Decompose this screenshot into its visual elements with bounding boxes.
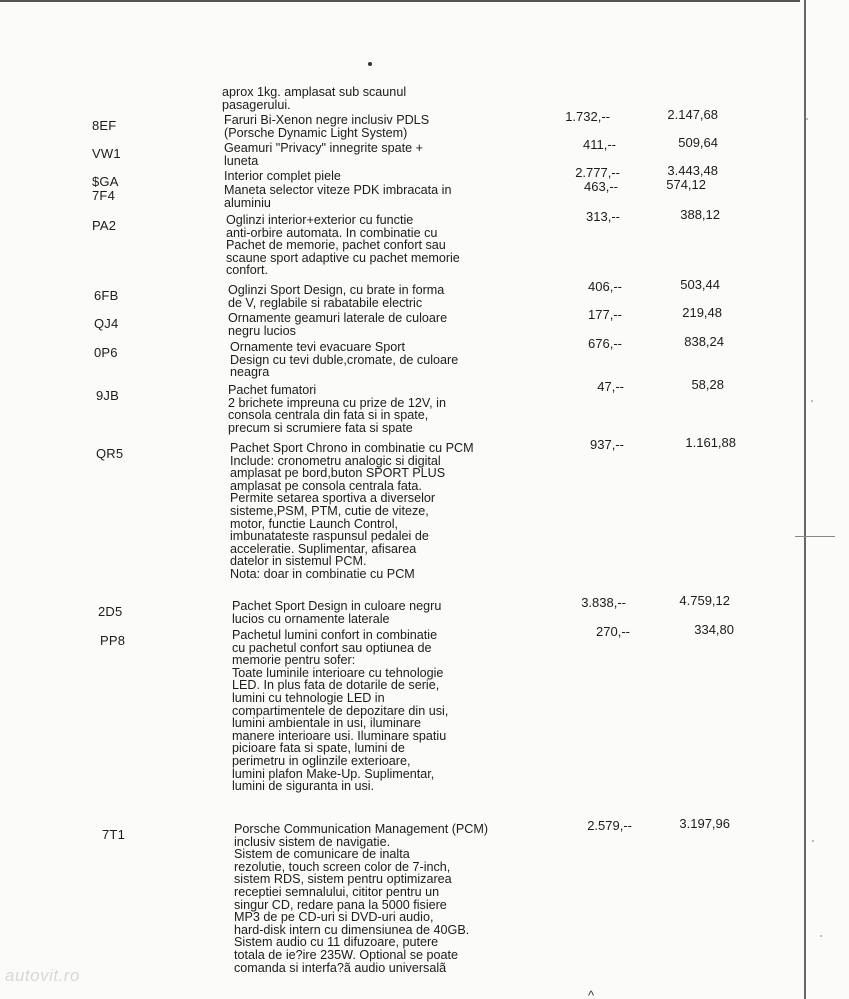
description-line: Maneta selector viteze PDK imbracata in bbox=[224, 183, 452, 197]
scan-speck bbox=[811, 400, 813, 402]
option-code: VW1 bbox=[92, 146, 121, 161]
description-line: Pachet de memorie, pachet confort sau bbox=[226, 238, 446, 253]
description-line: hard-disk intern cu dimensiunea de 40GB. bbox=[234, 922, 470, 937]
description-line: LED. In plus fata de dotarile de serie, bbox=[232, 678, 440, 693]
description-line: Permite setarea sportiva a diverselor bbox=[230, 491, 436, 506]
option-code: 8EF bbox=[92, 118, 117, 133]
net-price: 676,-- bbox=[588, 336, 622, 351]
option-code: PP8 bbox=[100, 633, 126, 648]
gross-price: 3.443,48 bbox=[667, 163, 718, 178]
description-line: scaune sport adaptive cu pachet memorie bbox=[226, 250, 460, 265]
description-line: 2 brichete impreuna cu prize de 12V, in bbox=[228, 395, 446, 410]
option-description bbox=[224, 142, 423, 167]
option-description bbox=[224, 170, 341, 183]
description-line: sisteme,PSM, PTM, cutie de viteze, bbox=[230, 503, 429, 518]
margin-rule bbox=[795, 536, 835, 537]
net-price: 313,-- bbox=[586, 209, 620, 224]
description-line: amplasat pe consola centrala fata. bbox=[230, 478, 422, 493]
gross-price: 2.147,68 bbox=[667, 107, 718, 122]
description-line: Geamuri "Privacy" innegrite spate + bbox=[224, 141, 423, 155]
gross-price: 1.161,88 bbox=[685, 435, 736, 450]
gross-price: 838,24 bbox=[684, 334, 724, 349]
option-description bbox=[226, 214, 460, 277]
description-line: imbunatateste raspunsul pedalei de bbox=[230, 529, 429, 544]
description-line: de V, reglabile si rabatabile electric bbox=[228, 295, 423, 310]
description-line: neagra bbox=[230, 365, 270, 380]
gross-price: 388,12 bbox=[680, 207, 720, 222]
option-code: $GA bbox=[92, 174, 119, 189]
net-price: 47,-- bbox=[597, 379, 624, 394]
gross-price: 334,80 bbox=[694, 622, 734, 637]
option-description bbox=[228, 312, 447, 337]
description-line: lumini de siguranta in usi. bbox=[232, 779, 375, 794]
description-line: (Porsche Dynamic Light System) bbox=[224, 125, 408, 140]
corner-mark: ^ bbox=[588, 988, 595, 999]
option-description bbox=[234, 823, 488, 974]
description-line: Design cu tevi duble,cromate, de culoare bbox=[230, 352, 459, 367]
option-description bbox=[224, 184, 452, 209]
option-code: PA2 bbox=[92, 218, 117, 233]
description-line: totala de ie?ire 235W. Optional se poate bbox=[234, 947, 459, 962]
description-line: rezolutie, touch screen color de 7-inch, bbox=[234, 859, 451, 874]
watermark-text: autovit.ro bbox=[5, 966, 80, 985]
gross-price: 509,64 bbox=[678, 135, 718, 150]
description-line: negru lucios bbox=[228, 323, 296, 338]
description-line: singur CD, redare pana la 5000 fisiere bbox=[234, 897, 447, 912]
net-price: 3.838,-- bbox=[581, 595, 626, 610]
intro-text bbox=[222, 86, 406, 111]
description-line: Sistem audio cu 11 difuzoare, putere bbox=[234, 935, 439, 950]
description-line: Nota: doar in combinatie cu PCM bbox=[230, 566, 415, 581]
description-line: consola centrala din fata si in spate, bbox=[228, 408, 429, 423]
description-line: luneta bbox=[224, 153, 259, 168]
net-price: 177,-- bbox=[588, 307, 622, 322]
net-price: 406,-- bbox=[588, 279, 622, 294]
net-price: 270,-- bbox=[596, 624, 630, 639]
description-line: Pachetul lumini confort in combinatie bbox=[232, 628, 438, 642]
intro-line: pasagerului. bbox=[222, 97, 291, 112]
description-line: Oglinzi Sport Design, cu brate in forma bbox=[228, 283, 445, 297]
description-line: Ornamente tevi evacuare Sport bbox=[230, 340, 406, 354]
description-line: confort. bbox=[226, 263, 268, 278]
description-line: precum si scrumiere fata si spate bbox=[228, 420, 413, 435]
option-code: 7T1 bbox=[102, 827, 126, 842]
gross-price: 503,44 bbox=[680, 277, 720, 292]
description-line: lucios cu ornamente laterale bbox=[232, 611, 390, 626]
description-line: sistem RDS, sistem pentru optimizarea bbox=[234, 872, 452, 887]
scan-speck bbox=[820, 935, 822, 937]
option-code: 0P6 bbox=[94, 345, 118, 360]
gross-price: 58,28 bbox=[691, 377, 724, 392]
option-description bbox=[224, 114, 429, 139]
description-line: lumini ambientale in usi, iluminare bbox=[232, 716, 421, 731]
option-code: 6FB bbox=[94, 288, 119, 303]
description-line: picioare fata si spate, lumini de bbox=[232, 741, 405, 756]
gross-price: 574,12 bbox=[666, 177, 706, 192]
description-line: lumini cu tehnologie LED in bbox=[232, 690, 385, 705]
net-price: 463,-- bbox=[584, 179, 618, 194]
option-code: QJ4 bbox=[94, 316, 119, 331]
description-line: Oglinzi interior+exterior cu functie bbox=[226, 213, 414, 227]
description-line: motor, functie Launch Control, bbox=[230, 516, 399, 531]
intro-line: aprox 1kg. amplasat sub scaunul bbox=[222, 85, 407, 99]
option-description bbox=[232, 600, 441, 625]
description-line: Ornamente geamuri laterale de culoare bbox=[228, 311, 448, 325]
description-line: aluminiu bbox=[224, 195, 271, 210]
description-line: datelor in sistemul PCM. bbox=[230, 554, 367, 569]
scan-speck bbox=[812, 840, 814, 842]
description-line: inclusiv sistem de navigatie. bbox=[234, 834, 391, 849]
description-line: cu pachetul confort sau optiunea de bbox=[232, 640, 432, 655]
option-description bbox=[230, 442, 474, 581]
option-description bbox=[228, 284, 444, 309]
description-line: Pachet Sport Design in culoare negru bbox=[232, 599, 442, 613]
option-description bbox=[232, 629, 448, 793]
description-line: Include: cronometru analogic si digital bbox=[230, 453, 441, 468]
net-price: 937,-- bbox=[590, 437, 624, 452]
description-line: MP3 de pe CD-uri si DVD-uri audio, bbox=[234, 910, 434, 925]
description-line: comanda si interfa?ã audio universalã bbox=[234, 960, 447, 975]
description-line: acceleratie. Suplimentar, afisarea bbox=[230, 541, 417, 556]
net-price: 1.732,-- bbox=[565, 109, 610, 124]
description-line: amplasat pe bord,buton SPORT PLUS bbox=[230, 466, 446, 481]
page-top-edge bbox=[0, 0, 800, 2]
description-line: anti-orbire automata. In combinatie cu bbox=[226, 225, 438, 240]
description-line: Faruri Bi-Xenon negre inclusiv PDLS bbox=[224, 113, 430, 127]
description-line: Porsche Communication Management (PCM) bbox=[234, 822, 489, 836]
option-code: QR5 bbox=[96, 446, 124, 461]
description-line: Sistem de comunicare de inalta bbox=[234, 847, 410, 862]
scan-dot-mark bbox=[368, 62, 372, 66]
gross-price: 219,48 bbox=[682, 305, 722, 320]
description-line: Pachet Sport Chrono in combinatie cu PCM bbox=[230, 441, 474, 455]
scan-speck bbox=[806, 118, 808, 120]
option-code: 9JB bbox=[96, 388, 120, 403]
description-line: Toate luminile interioare cu tehnologie bbox=[232, 665, 444, 680]
description-line: perimetru in oglinzile exterioare, bbox=[232, 753, 411, 768]
net-price: 2.579,-- bbox=[587, 818, 632, 833]
option-code: 7F4 bbox=[92, 188, 116, 203]
net-price: 2.777,-- bbox=[575, 165, 620, 180]
description-line: compartimentele de depozitare din usi, bbox=[232, 703, 449, 718]
description-line: manere interioare usi. Iluminare spatiu bbox=[232, 728, 447, 743]
gross-price: 4.759,12 bbox=[679, 593, 730, 608]
description-line: Interior complet piele bbox=[224, 169, 341, 183]
page-right-edge bbox=[804, 0, 806, 999]
description-line: Pachet fumatori bbox=[228, 383, 317, 397]
description-line: lumini plafon Make-Up. Suplimentar, bbox=[232, 766, 435, 781]
option-description bbox=[228, 384, 446, 434]
description-line: memorie pentru sofer: bbox=[232, 653, 356, 668]
option-code: 2D5 bbox=[98, 604, 123, 619]
net-price: 411,-- bbox=[583, 137, 616, 152]
description-line: receptiei semnalului, cititor pentru un bbox=[234, 884, 440, 899]
gross-price: 3.197,96 bbox=[679, 816, 730, 831]
option-description bbox=[230, 341, 458, 379]
